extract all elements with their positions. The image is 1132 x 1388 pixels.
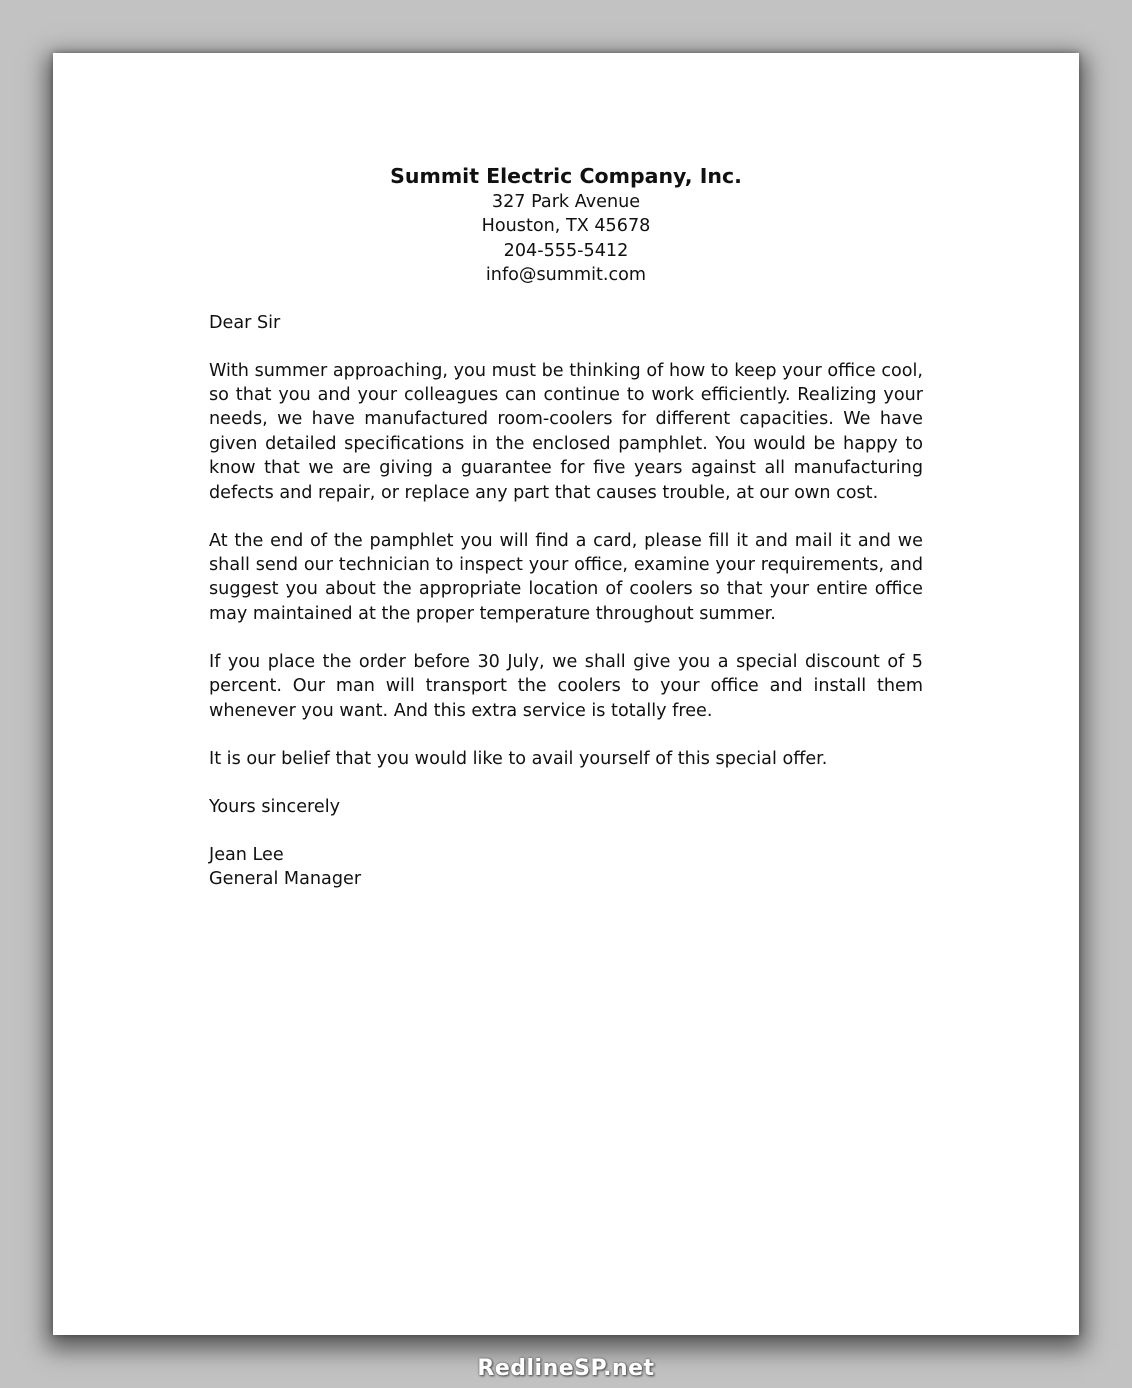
signature-name: Jean Lee [209, 844, 284, 865]
company-phone: 204-555-5412 [503, 240, 629, 261]
company-email: info@summit.com [485, 265, 647, 286]
body-paragraph-3: If you place the order before 30 July, we shall give you a special discount of 5 percent. Our man will transport the coolers to your office and install them whenever you want. And this extra service is totally free. [209, 651, 923, 721]
body-paragraph-4: It is our belief that you would like to avail yourself of this special offer. [209, 748, 828, 769]
salutation: Dear Sir [209, 312, 281, 333]
letter-content [209, 163, 923, 892]
body-paragraph-2: At the end of the pamphlet you will find a card, please fill it and mail it and we shall send our technician to inspect your office, examine your requirements, and suggest you about the appropriate location of coolers so that your entire office may maintained at the proper temperature throughout summer. [209, 530, 923, 624]
letter-page [53, 53, 1079, 1335]
body-paragraph-1: With summer approaching, you must be thinking of how to keep your office cool, so that you and your colleagues can continue to work efficiently. Realizing your needs, we have manufactured room-coolers for different capacities. We have given detailed specifications in the enclosed pamphlet. You would be happy to know that we are giving a guarantee for five years against all manufacturing defects and repair, or replace any part that causes trouble, at our own cost. [209, 360, 923, 503]
closing: Yours sincerely [209, 796, 340, 817]
company-city: Houston, TX 45678 [481, 216, 651, 237]
company-street: 327 Park Avenue [491, 192, 641, 212]
signature-title: General Manager [209, 869, 362, 890]
company-name: Summit Electric Company, Inc. [390, 164, 742, 188]
watermark: RedlineSP.net [477, 1356, 655, 1381]
letterhead [209, 163, 923, 288]
signature-block [209, 843, 923, 892]
